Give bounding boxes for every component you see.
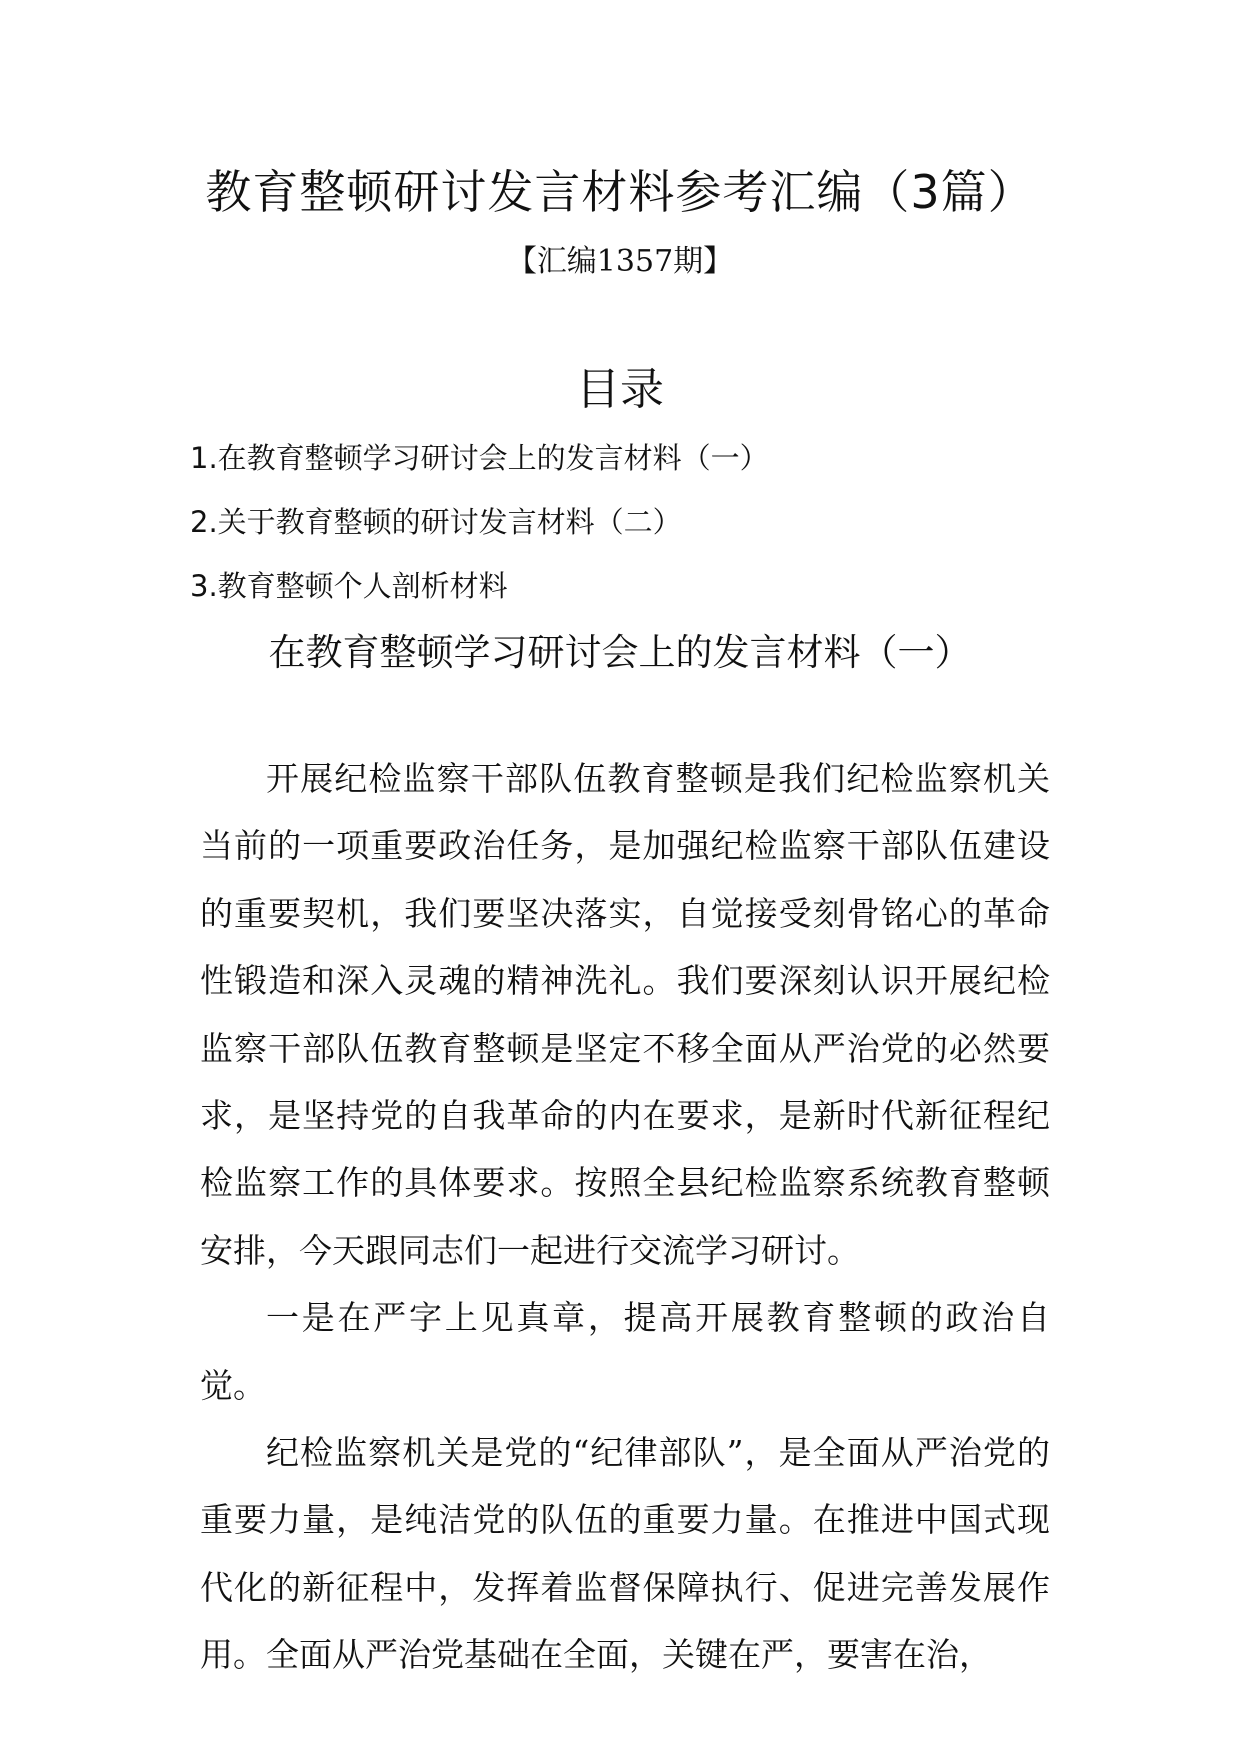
issue-number: 【汇编1357期】 (506, 244, 734, 279)
document-title: 教育整顿研讨发言材料参考汇编（3篇） (205, 165, 1035, 219)
toc-item-3: 3.教育整顿个人剖析材料 (190, 569, 508, 603)
toc-item-2: 2.关于教育整顿的研讨发言材料（二） (190, 505, 682, 539)
toc-heading: 目录 (576, 364, 664, 415)
toc-item-1: 1.在教育整顿学习研讨会上的发言材料（一） (190, 441, 769, 475)
table-of-contents (190, 436, 1090, 628)
section-body (200, 745, 1050, 1689)
paragraph-intro: 开展纪检监察干部队伍教育整顿是我们纪检监察机关当前的一项重要政治任务，是加强纪检监察干部队伍建设的重要契机，我们要坚决落实，自觉接受刻骨铭心的革命性锻造和深入灵魂的精神洗礼。我们要深刻认识开展纪检监察干部队伍教育整顿是坚定不移全面从严治党的必然要求，是坚持党的自我革命的内在要求，是新时代新征程纪检监察工作的具体要求。按照全县纪检监察系统教育整顿安排，今天跟同志们一起进行交流学习研讨。 (200, 759, 1050, 1270)
paragraph-discipline: 纪检监察机关是党的“纪律部队”，是全面从严治党的重要力量，是纯洁党的队伍的重要力量。在推进中国式现代化的新征程中，发挥着监督保障执行、促进完善发展作用。全面从严治党基础在全面，关键在严，要害在治， (200, 1433, 1050, 1675)
paragraph-point-one: 一是在严字上见真章，提高开展教育整顿的政治自觉。 (200, 1298, 1050, 1405)
section-title: 在教育整顿学习研讨会上的发言材料（一） (268, 631, 972, 674)
